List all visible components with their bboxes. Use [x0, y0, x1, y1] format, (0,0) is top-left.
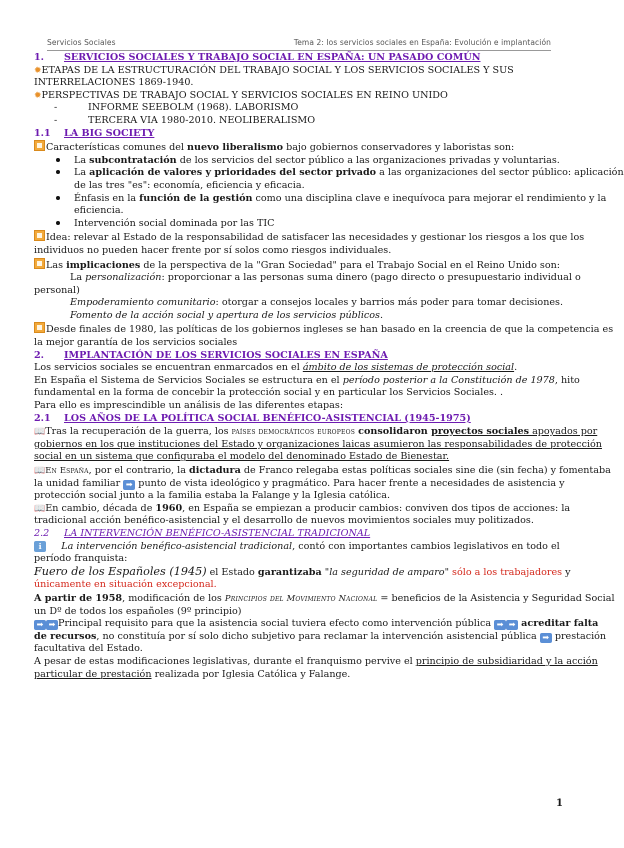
page-number: 1: [556, 798, 563, 809]
arrow-right-icon: ➡: [494, 620, 506, 630]
etapas-line: ✹ETAPAS DE LA ESTRUCTURACIÓN DEL TRABAJO SOCIAL Y LOS SERVICIOS SOCIALES Y SUS: [34, 64, 514, 76]
heading-1-1: 1.1 LA BIG SOCIETY: [34, 127, 155, 139]
bullet-item: La subcontratación de los servicios del sector público a las organizaciones privadas y voluntarias.: [34, 155, 562, 168]
note-box-icon: [34, 322, 45, 333]
header-left: Servicios Sociales: [47, 38, 116, 47]
note-line: Desde finales de 1980, las políticas de los gobiernos ingleses se han basado en la creencia de que la competencia es: [34, 322, 562, 337]
arrow-right-icon: ➡: [123, 480, 135, 490]
note-box-icon: [34, 258, 45, 269]
perspectivas-line: ✹PERSPECTIVAS DE TRABAJO SOCIAL Y SERVICIOS SOCIALES EN REINO UNIDO: [34, 89, 448, 101]
header-divider: [47, 50, 551, 51]
note-line: Características comunes del nuevo liberalismo bajo gobiernos conservadores y laboristas son:: [34, 140, 562, 155]
bullet-item: Intervención social dominada por las TIC: [34, 218, 562, 231]
arrow-right-icon: ➡: [540, 633, 552, 643]
arrow-right-icon: ➡: [46, 620, 58, 630]
note-box-icon: [34, 140, 45, 151]
info-icon: ℹ: [34, 541, 46, 552]
arrow-right-icon: ➡: [34, 620, 46, 630]
bullet-item: Énfasis en la función de la gestión como una disciplina clave e inequívoca para mejorar el rendimiento y la: [34, 193, 562, 206]
note-line: Las implicaciones de la perspectiva de la "Gran Sociedad" para el Trabajo Social en el Reino Unido son:: [34, 258, 562, 273]
book-icon: 📖: [34, 427, 46, 438]
note-line: Idea: relevar al Estado de la responsabilidad de satisfacer las necesidades y gestionar los riesgos a los que los: [34, 230, 562, 245]
bullet-item: La aplicación de valores y prioridades del sector privado a las organizaciones del sector público: aplicación: [34, 167, 562, 180]
dash-item: - TERCERA VIA 1980-2010. NEOLIBERALISMO: [54, 114, 316, 126]
note-box-icon: [34, 230, 45, 241]
heading-2-1: 2.1 LOS AÑOS DE LA POLÍTICA SOCIAL BENÉFICO-ASISTENCIAL (1945-1975): [34, 412, 471, 424]
sun-icon: ✹: [34, 65, 42, 76]
dash-item: - INFORME SEEBOLM (1968). LABORISMO: [54, 102, 299, 114]
header-right: Tema 2: los servicios sociales en España: Evolución e implantación: [293, 38, 551, 47]
heading-2-2: 2.2 LA INTERVENCIÓN BENÉFICO-ASISTENCIAL TRADICIONAL: [34, 527, 371, 539]
book-icon: 📖: [34, 466, 46, 476]
document-body: 1. SERVICIOS SOCIALES Y TRABAJO SOCIAL EN ESPAÑA: UN PASADO COMÚN ✹ETAPAS DE LA ESTRUCTURACIÓN DEL TRABAJO SOCIAL Y LOS SERVICIOS SOCIALES Y SUS INTERRELACIONES 1869-1940. ✹PERSPECTIVAS DE TRABAJO SOCIAL Y SERVICIOS SOCIALES EN REINO UNIDO - INFORME SEEBOLM (1968). LABORISMO - TERCERA VIA 1980-2010. NEOLIBERALISMO 1.1 LA BIG SOCIETY Características comunes del nuevo liberalismo bajo gobiernos conservadores y laboristas son: La subcontratación de los servicios del sector público a las organizaciones privadas y voluntarias. La aplicación de valores y prioridades del sector privado a las organizaciones del sector público: aplicación de las tres "es": economía, eficiencia y eficacia. Énfasis en la función de la gestión como una disciplina clave e inequívoca para mejorar el rendimiento y la eficiencia. Intervención social dominada por las TIC Idea: relevar al Estado de la responsabilidad de satisfacer las necesidades y gestionar los riesgos a los que los individuos no pueden hacer frente por sí solos como riesgos individuales. Las implicaciones de la perspectiva de la "Gran Sociedad" para el Trabajo Social en el Reino Unido son: La personalización: proporcionar a las personas suma dinero (pago directo o presupuestario individual o personal) Empoderamiento comunitario: otorgar a consejos locales y barrios más poder para tomar decisiones. Fomento de la acción social y apertura de los servicios públicos. Desde finales de 1980, las políticas de los gobiernos ingleses se han basado en la creencia de que la competencia es la mejor garantía de los servicios sociales 2. IMPLANTACIÓN DE LOS SERVICIOS SOCIALES EN ESPAÑA Los servicios sociales se encuentran enmarcados en el ámbito de los sistemas de protección social. En España el Sistema de Servicios Sociales se estructura en el período posterior a la Constitución de 1978, hito fundamental en la forma de concebir la protección social y en particular los Servicios Sociales. . Para ello es imprescindible un análisis de las diferentes etapas: 2.1 LOS AÑOS DE LA POLÍTICA SOCIAL BENÉFICO-ASISTENCIAL (1945-1975) 📖Tras la recuperación de la guerra, los países democráticos europeos consolidaron proyectos sociales apoyados por gobiernos en los que instituciones del Estado y organizaciones laicas asumieron las responsabilidades de protección social en un sistema que configuraba el modelo del denominado Estado de Bienestar. 📖En España, por el contrario, la dictadura de Franco relegaba estas políticas sociales sine die (sin fecha) y fomentaba la unidad familiar ➡ punto de vista ideológico y pragmático. Para hacer frente a necesidades de asistencia y protección social junto a la familia estaba la Falange y la Iglesia católica. 📖En cambio, década de 1960, en España se empiezan a producir cambios: conviven dos tipos de acciones: la tradicional acción benéfico-asistencial y el desarrollo de nuevos movimientos sociales muy politizados. 2.2 LA INTERVENCIÓN BENÉFICO-ASISTENCIAL TRADICIONAL ℹ La intervención benéfico-asistencial tradicional, contó con importantes cambios legislativos en todo el período franquista: Fuero de los Españoles (1945) el Estado garantizaba "la seguridad de amparo" sólo a los trabajadores y únicamente en situación excepcional. A partir de 1958, modificación de los Principios del Movimiento Nacional = beneficios de la Asistencia y Seguridad Social un Dº de todos los españoles (9º principio) ➡ ➡ Principal requisito para que la asistencia social tuviera efecto como intervención pública ➡ ➡ acreditar falta de recursos, no constituía por sí solo dicho subjetivo para reclamar la intervención asistencial pública ➡ prestación facultativa del Estado. A pesar de estas modificaciones legislativas, durante el franquismo pervive el principio de subsidiaridad y la acción particular de prestación realizada por Iglesia Católica y Falange.: [34, 52, 624, 680]
heading-1: 1. SERVICIOS SOCIALES Y TRABAJO SOCIAL EN ESPAÑA: UN PASADO COMÚN: [34, 52, 481, 63]
book-icon: 📖: [34, 503, 46, 514]
arrow-right-icon: ➡: [506, 620, 518, 630]
heading-2: 2. IMPLANTACIÓN DE LOS SERVICIOS SOCIALES EN ESPAÑA: [34, 349, 388, 361]
sun-icon: ✹: [34, 90, 42, 101]
